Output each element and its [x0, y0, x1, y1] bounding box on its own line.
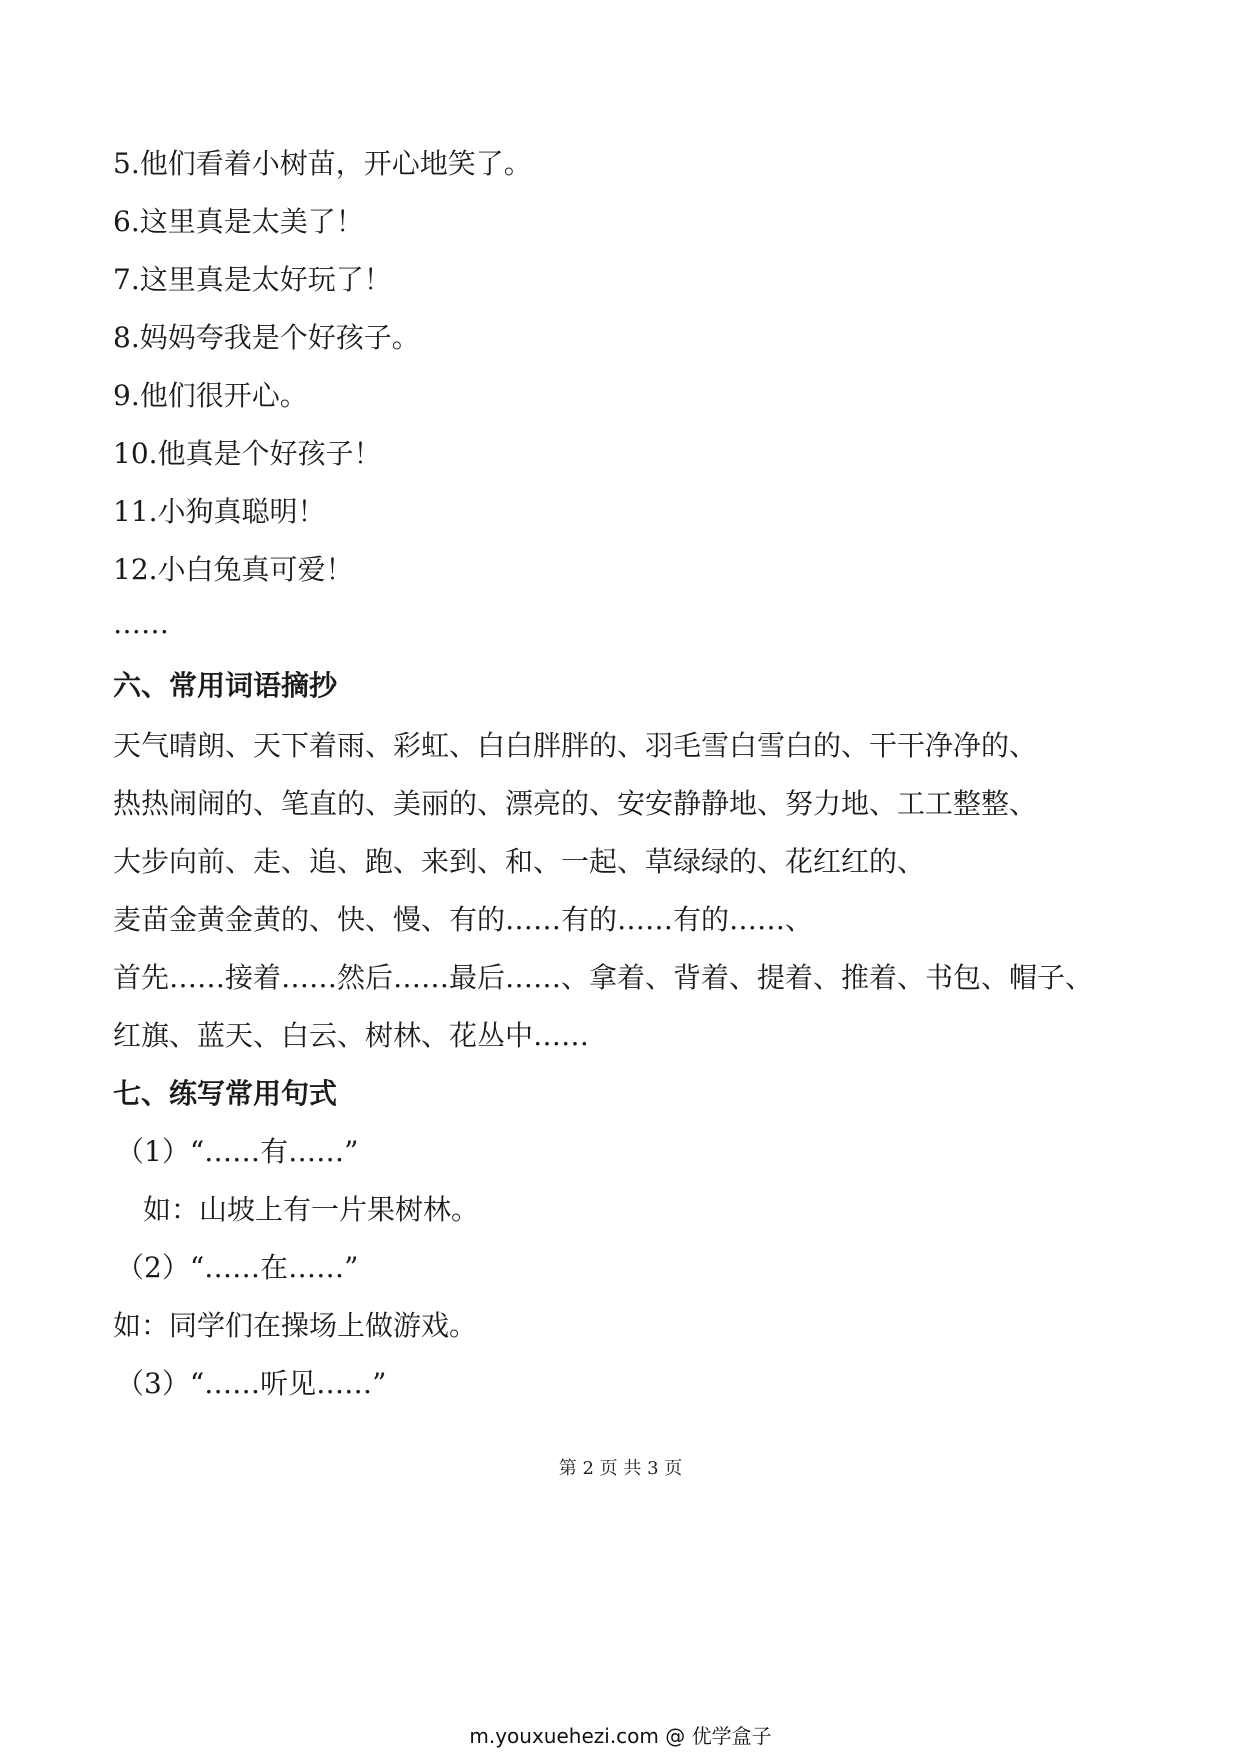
pattern-3: （3）“……听见……” [116, 1367, 387, 1400]
word-line-6: 红旗、蓝天、白云、树林、花丛中…… [113, 1019, 590, 1052]
sentence-7: 7.这里真是太好玩了！ [113, 263, 392, 296]
word-line-4: 麦苗金黄金黄的、快、慢、有的……有的……有的……、 [113, 903, 814, 936]
word-line-2: 热热闹闹的、笔直的、美丽的、漂亮的、安安静静地、努力地、工工整整、 [113, 787, 1038, 820]
pattern-2: （2）“……在……” [116, 1251, 359, 1284]
word-line-3: 大步向前、走、追、跑、来到、和、一起、草绿绿的、花红红的、 [113, 845, 926, 878]
example-1: 如：山坡上有一片果树林。 [143, 1193, 480, 1226]
example-2: 如：同学们在操场上做游戏。 [113, 1309, 478, 1342]
sentence-8: 8.妈妈夸我是个好孩子。 [113, 321, 420, 354]
sentence-9: 9.他们很开心。 [113, 379, 308, 412]
word-line-1: 天气晴朗、天下着雨、彩虹、白白胖胖的、羽毛雪白雪白的、干干净净的、 [113, 729, 1038, 762]
site-watermark: m.youxuehezi.com @ 优学盒子 [469, 1724, 772, 1748]
section-7-heading: 七、练写常用句式 [113, 1077, 338, 1110]
sentence-10: 10.他真是个好孩子！ [113, 437, 382, 470]
word-line-5: 首先……接着……然后……最后……、拿着、背着、提着、推着、书包、帽子、 [113, 961, 1094, 994]
pattern-1: （1）“……有……” [116, 1135, 359, 1168]
sentences-ellipsis: …… [113, 607, 169, 640]
sentence-6: 6.这里真是太美了！ [113, 205, 364, 238]
sentence-11: 11.小狗真聪明！ [113, 495, 326, 528]
page-number: 第 2 页 共 3 页 [558, 1458, 683, 1479]
sentence-5: 5.他们看着小树苗，开心地笑了。 [113, 147, 532, 180]
sentence-12: 12.小白兔真可爱！ [113, 553, 354, 586]
section-6-heading: 六、常用词语摘抄 [113, 669, 338, 702]
